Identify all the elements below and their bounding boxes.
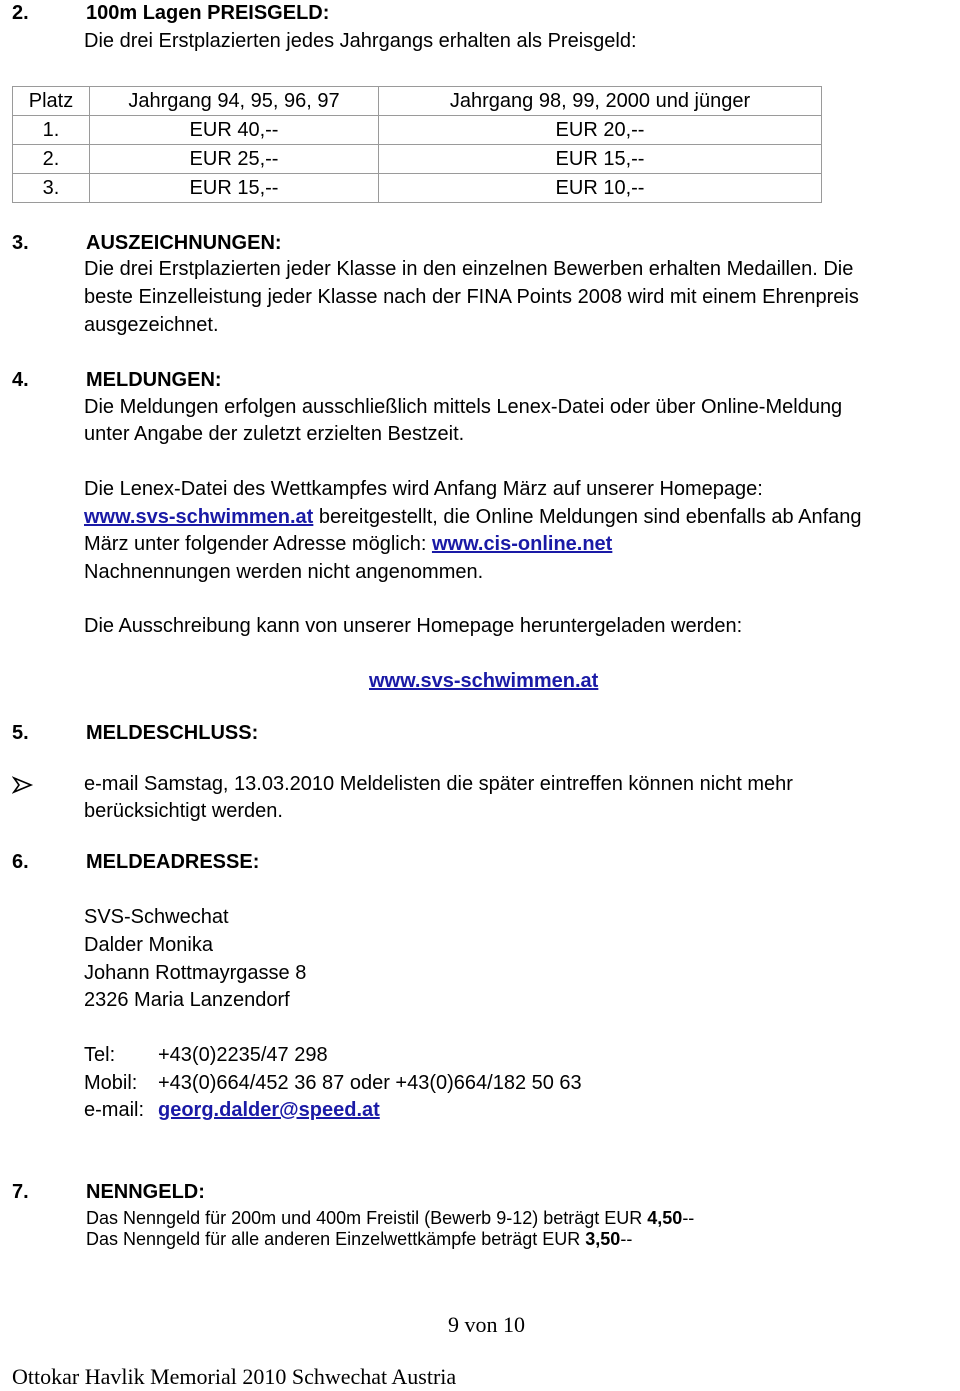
nachnennungen-text: Nachnennungen werden nicht angenommen. [84,561,484,583]
email-label: e-mail: [84,1099,145,1121]
table-cell: EUR 40,-- [90,116,379,145]
online-line [84,533,612,556]
table-header: Jahrgang 94, 95, 96, 97 [90,87,379,116]
meldeschluss-line: e-mail Samstag, 13.03.2010 Meldelisten die später eintreffen können nicht mehr [84,773,793,795]
arrow-bullet-svg [12,776,34,794]
page-number: 9 von 10 [448,1312,525,1337]
mobil-label: Mobil: [84,1072,138,1094]
download-link-wrap [369,670,598,693]
section-4-number: 4. [12,369,29,391]
download-line: Die Ausschreibung kann von unserer Homepage heruntergeladen werden: [84,615,743,637]
table-cell: EUR 10,-- [379,174,822,203]
section-3-line: beste Einzelleistung jeder Klasse nach der FINA Points 2008 wird mit einem Ehrenpreis [84,286,859,308]
section-3-line: Die drei Erstplazierten jeder Klasse in den einzelnen Bewerben erhalten Medaillen. Die [84,258,854,280]
nenngeld-amount: 3,50 [585,1229,621,1249]
nenngeld-line [86,1208,694,1229]
homepage-line [84,506,862,529]
section-4-line: Die Meldungen erfolgen ausschließlich mittels Lenex-Datei oder über Online-Meldung [84,396,843,418]
table-cell: 2. [13,145,90,174]
section-4-title: MELDUNGEN: [86,369,222,391]
mobil-value: +43(0)664/452 36 87 oder +43(0)664/182 50 63 [158,1072,582,1094]
prize-table [12,86,822,203]
section-3-title: AUSZEICHNUNGEN: [86,232,282,254]
section-6-title: MELDEADRESSE: [86,851,260,873]
nenngeld-suffix: -- [682,1208,695,1228]
nenngeld-line [86,1229,632,1250]
table-cell: EUR 15,-- [379,145,822,174]
table-header: Jahrgang 98, 99, 2000 und jünger [379,87,822,116]
svs-download-link[interactable]: www.svs-schwimmen.at [369,670,599,692]
table-header: Platz [13,87,90,116]
svs-homepage-link[interactable]: www.svs-schwimmen.at [84,506,314,528]
lenex-line: Die Lenex-Datei des Wettkampfes wird Anfang März auf unserer Homepage: [84,478,763,500]
address-line: SVS-Schwechat [84,906,229,928]
cis-online-link[interactable]: www.cis-online.net [431,533,613,555]
tel-label: Tel: [84,1044,116,1066]
nenngeld-suffix: -- [620,1229,633,1249]
address-line: 2326 Maria Lanzendorf [84,989,290,1011]
address-line: Johann Rottmayrgasse 8 [84,962,307,984]
table-row [13,145,822,174]
table-header-row [13,87,822,116]
section-7-title: NENNGELD: [86,1181,205,1203]
section-7-number: 7. [12,1181,29,1203]
online-line-text: März unter folgender Adresse möglich: [84,533,432,555]
section-3-line: ausgezeichnet. [84,314,219,336]
email-value-wrap [158,1099,380,1122]
section-5-number: 5. [12,722,29,744]
table-row [13,174,822,203]
arrow-bullet-icon [12,776,34,800]
email-link[interactable]: georg.dalder@speed.at [158,1099,380,1121]
table-row [13,116,822,145]
table-cell: 1. [13,116,90,145]
table-cell: EUR 20,-- [379,116,822,145]
address-line: Dalder Monika [84,934,213,956]
footer-event: Ottokar Havlik Memorial 2010 Schwechat Austria [12,1364,457,1389]
meldeschluss-line: berücksichtigt werden. [84,800,283,822]
table-cell: EUR 15,-- [90,174,379,203]
section-4-line: unter Angabe der zuletzt erzielten Bestzeit. [84,423,465,445]
section-2-number: 2. [12,2,29,24]
section-3-number: 3. [12,232,29,254]
section-2-intro: Die drei Erstplazierten jedes Jahrgangs erhalten als Preisgeld: [84,30,637,52]
tel-value: +43(0)2235/47 298 [158,1044,328,1066]
table-cell: 3. [13,174,90,203]
section-5-title: MELDESCHLUSS: [86,722,259,744]
nenngeld-text: Das Nenngeld für alle anderen Einzelwettkämpfe beträgt EUR [86,1229,586,1249]
nenngeld-text: Das Nenngeld für 200m und 400m Freistil (Bewerb 9-12) beträgt EUR [86,1208,648,1228]
table-cell: EUR 25,-- [90,145,379,174]
section-6-number: 6. [12,851,29,873]
section-2-title: 100m Lagen PREISGELD: [86,2,330,24]
nenngeld-amount: 4,50 [647,1208,683,1228]
homepage-line-text: bereitgestellt, die Online Meldungen sind ebenfalls ab Anfang [313,506,862,528]
